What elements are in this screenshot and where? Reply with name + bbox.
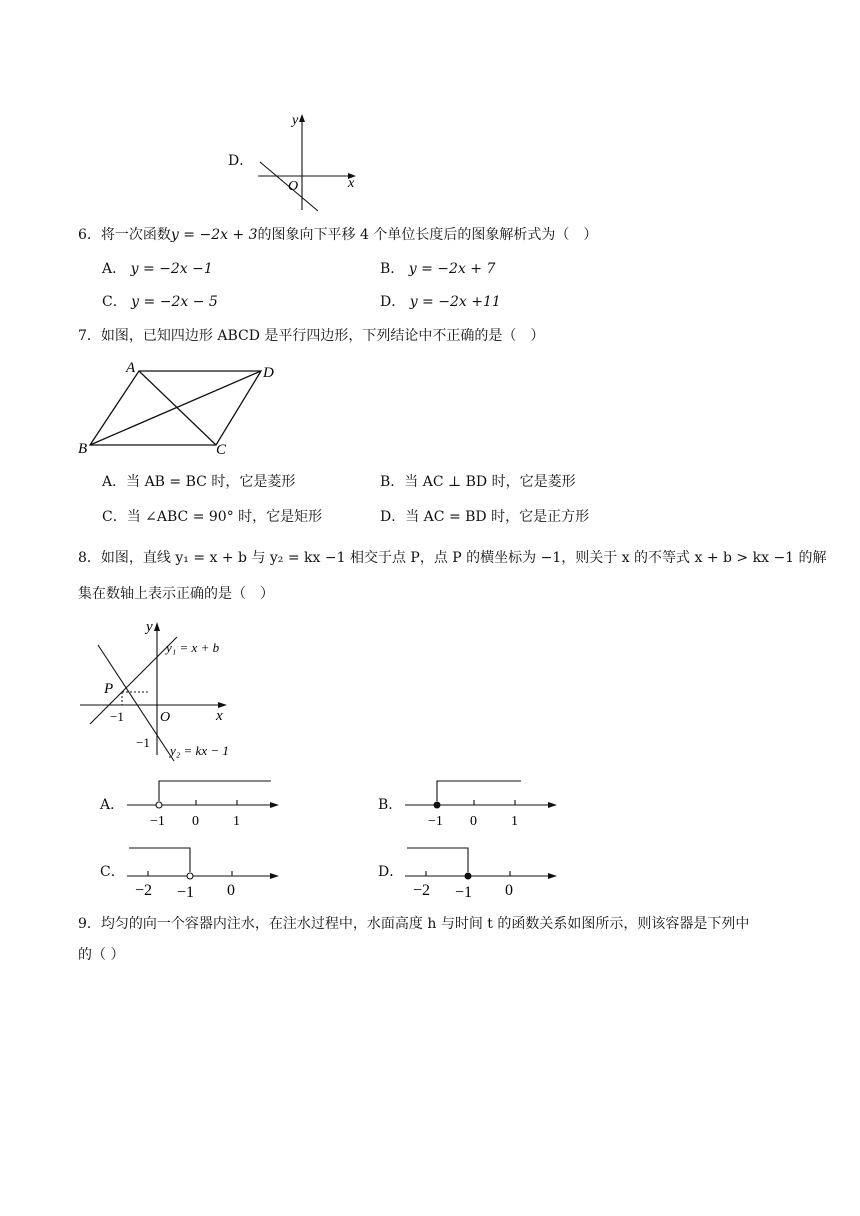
q6-function: y = −2x + 3 (170, 227, 258, 243)
q7-option-b-text: 当 AC ⊥ BD 时，它是菱形 (404, 474, 576, 490)
q6-option-a-text: y = −2x −1 (130, 261, 213, 277)
q6-prefix: 6．将一次函数 (78, 227, 171, 243)
q7-option-d[interactable] (380, 507, 589, 527)
q8-option-a-letter[interactable]: A． (100, 797, 125, 813)
q6-option-b-letter: B． (380, 261, 405, 277)
q8-stem-line1: 8．如图，直线 y₁ = x + b 与 y₂ = kx −1 相交于点 P，点 P 的横坐标为 −1，则关于 x 的不等式 x + b > kx −1 的解 (78, 550, 827, 566)
q8-y-axis-label: y (146, 619, 153, 635)
q8-option-d-number-line (403, 840, 563, 898)
q9-stem-line1: 9．均匀的向一个容器内注水，在注水过程中，水面高度 h 与时间 t 的函数关系如图所示，则该容器是下列中 (78, 916, 750, 932)
q8-d-tick-2: −1 (455, 884, 473, 898)
q8-b-tick-1: −1 (428, 814, 443, 829)
q8-a-tick-2: 0 (192, 814, 199, 829)
q8-line1-label: y₁ = x + b (166, 640, 220, 655)
q7-vertex-d: D (263, 365, 274, 381)
q8-point-p-label: P (104, 681, 114, 697)
q8-option-b-number-line (403, 775, 563, 830)
q8-c-tick-1: −2 (135, 882, 153, 898)
q9-stem-line2: 的（ ） (78, 947, 125, 963)
q7-vertex-c: C (216, 442, 227, 458)
q6-option-c[interactable] (102, 292, 218, 312)
q7-option-d-letter: D． (380, 509, 406, 525)
q6-option-a-letter: A． (102, 261, 127, 277)
q6-option-b-text: y = −2x + 7 (408, 261, 496, 277)
q6-option-a[interactable] (102, 259, 213, 279)
q5-origin-label: O (288, 179, 299, 194)
q8-d-tick-3: 0 (505, 882, 513, 898)
q8-origin-label: O (160, 710, 171, 725)
q7-option-c-text: 当 ∠ABC = 90° 时，它是矩形 (126, 509, 323, 525)
q8-option-c-number-line (125, 840, 285, 898)
q8-x-neg1-label: −1 (110, 709, 124, 724)
q7-option-a-letter: A． (102, 474, 127, 490)
q8-option-a-number-line (125, 775, 285, 830)
q7-option-b[interactable] (380, 472, 576, 492)
q8-b-tick-3: 1 (511, 814, 518, 829)
q5-option-d-label: D． (228, 153, 254, 169)
q6-stem (78, 225, 597, 245)
q8-option-c-letter[interactable]: C． (100, 864, 125, 880)
q8-y-neg1-label: −1 (136, 735, 150, 750)
q8-stem-line2: 集在数轴上表示正确的是（ ） (78, 586, 274, 602)
q5-x-axis-label: x (348, 176, 355, 191)
q8-option-d-letter[interactable]: D． (378, 864, 404, 880)
q6-option-c-letter: C． (102, 294, 127, 310)
q6-suffix: 的图象向下平移 4 个单位长度后的图象解析式为（ ） (257, 227, 598, 243)
q6-option-b[interactable] (380, 259, 495, 279)
q7-stem: 7．如图，已知四边形 ABCD 是平行四边形，下列结论中不正确的是（ ） (78, 328, 545, 344)
q6-option-d-text: y = −2x +11 (409, 294, 501, 310)
q6-option-c-text: y = −2x − 5 (131, 294, 218, 310)
q6-option-d-letter: D． (380, 294, 406, 310)
q7-option-d-text: 当 AC = BD 时，它是正方形 (405, 509, 590, 525)
q7-option-a-text: 当 AB = BC 时，它是菱形 (126, 474, 296, 490)
q8-a-tick-1: −1 (150, 814, 165, 829)
q8-line2-label: y₂ = kx − 1 (170, 743, 229, 758)
q7-parallelogram-figure (74, 355, 294, 460)
q7-option-c[interactable] (102, 507, 322, 527)
q7-vertex-b: B (78, 441, 88, 457)
q8-b-tick-2: 0 (470, 814, 477, 829)
q7-option-c-letter: C． (102, 509, 127, 525)
q5-y-axis-label: y (292, 113, 299, 128)
q8-x-axis-label: x (216, 708, 223, 724)
q7-option-a[interactable] (102, 472, 295, 492)
q8-c-tick-2: −1 (177, 884, 195, 898)
q6-option-d[interactable] (380, 292, 501, 312)
q8-d-tick-1: −2 (413, 882, 431, 898)
q7-option-b-letter: B． (380, 474, 405, 490)
q8-c-tick-3: 0 (227, 882, 235, 898)
q8-option-b-letter[interactable]: B． (378, 797, 403, 813)
q7-vertex-a: A (126, 360, 136, 376)
q8-a-tick-3: 1 (233, 814, 240, 829)
q8-lines-graph (76, 615, 256, 765)
q5-option-d-graph (250, 110, 365, 215)
